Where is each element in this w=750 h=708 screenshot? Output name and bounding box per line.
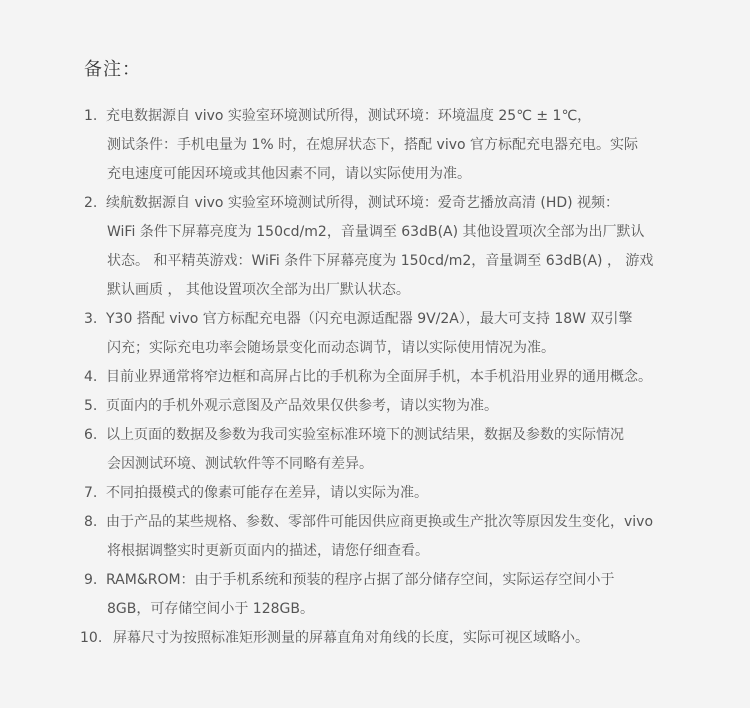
note-item (0, 363, 750, 392)
note-item (0, 305, 750, 363)
note-text (106, 392, 686, 421)
note-number: 8. (84, 514, 98, 530)
note-number: 10. (80, 630, 103, 646)
note-line: 充电数据源自 vivo 实验室环境测试所得，测试环境：环境温度 25℃ ± 1℃， (106, 108, 592, 124)
note-line: 充电速度可能因环境或其他因素不同，请以实际使用为准。 (107, 166, 471, 182)
note-text (106, 363, 686, 392)
notes-title: 备注： (84, 59, 141, 80)
notes-list (0, 102, 750, 653)
note-line: 状态。 和平精英游戏：WiFi 条件下屏幕亮度为 150cd/m2，音量调至 63dB(A) ， 游戏 (107, 253, 654, 269)
note-item (0, 102, 750, 189)
note-line: 续航数据源自 vivo 实验室环境测试所得，测试环境：爱奇艺播放高清 (HD) 视频： (106, 195, 620, 211)
note-text (106, 421, 686, 479)
note-text (106, 102, 686, 189)
note-text (106, 566, 686, 624)
note-line: 由于产品的某些规格、参数、零部件可能因供应商更换或生产批次等原因发生变化，vivo (106, 514, 654, 530)
note-line: WiFi 条件下屏幕亮度为 150cd/m2，音量调至 63dB(A) 其他设置项次全部为出厂默认 (107, 224, 645, 240)
note-text (113, 624, 693, 653)
note-number: 2. (84, 195, 98, 211)
note-line: 以上页面的数据及参数为我司实验室标准环境下的测试结果，数据及参数的实际情况 (106, 427, 624, 443)
note-number: 1. (84, 108, 98, 124)
note-line: RAM&ROM：由于手机系统和预装的程序占据了部分储存空间，实际运存空间小于 (106, 572, 615, 588)
note-text (106, 189, 686, 305)
note-item (0, 508, 750, 566)
note-text (106, 305, 686, 363)
note-number: 9. (84, 572, 98, 588)
note-number: 7. (84, 485, 98, 501)
note-item (0, 479, 750, 508)
note-number: 5. (84, 398, 98, 414)
note-item (0, 566, 750, 624)
note-line: 不同拍摄模式的像素可能存在差异，请以实际为准。 (106, 485, 428, 501)
note-line: 屏幕尺寸为按照标准矩形测量的屏幕直角对角线的长度，实际可视区域略小。 (113, 630, 589, 646)
note-item (0, 421, 750, 479)
note-number: 4. (84, 369, 98, 385)
note-line: 8GB，可存储空间小于 128GB。 (107, 601, 314, 617)
note-text (106, 479, 686, 508)
note-line: 闪充；实际充电功率会随场景变化而动态调节，请以实际使用情况为准。 (107, 340, 555, 356)
note-line: 默认画质 ， 其他设置项次全部为出厂默认状态。 (107, 282, 410, 298)
note-item (0, 189, 750, 305)
note-text (106, 508, 686, 566)
note-number: 6. (84, 427, 98, 443)
note-number: 3. (84, 311, 98, 327)
note-line: 目前业界通常将窄边框和高屏占比的手机称为全面屏手机，本手机沿用业界的通用概念。 (106, 369, 652, 385)
note-line: 会因测试环境、测试软件等不同略有差异。 (107, 456, 373, 472)
note-item (0, 624, 750, 653)
note-line: 页面内的手机外观示意图及产品效果仅供参考，请以实物为准。 (106, 398, 498, 414)
note-line: Y30 搭配 vivo 官方标配充电器（闪充电源适配器 9V/2A），最大可支持 18W 双引擎 (106, 311, 633, 327)
note-item (0, 392, 750, 421)
note-line: 将根据调整实时更新页面内的描述，请您仔细查看。 (107, 543, 429, 559)
note-line: 测试条件：手机电量为 1% 时，在熄屏状态下，搭配 vivo 官方标配充电器充电。实际 (107, 137, 639, 153)
